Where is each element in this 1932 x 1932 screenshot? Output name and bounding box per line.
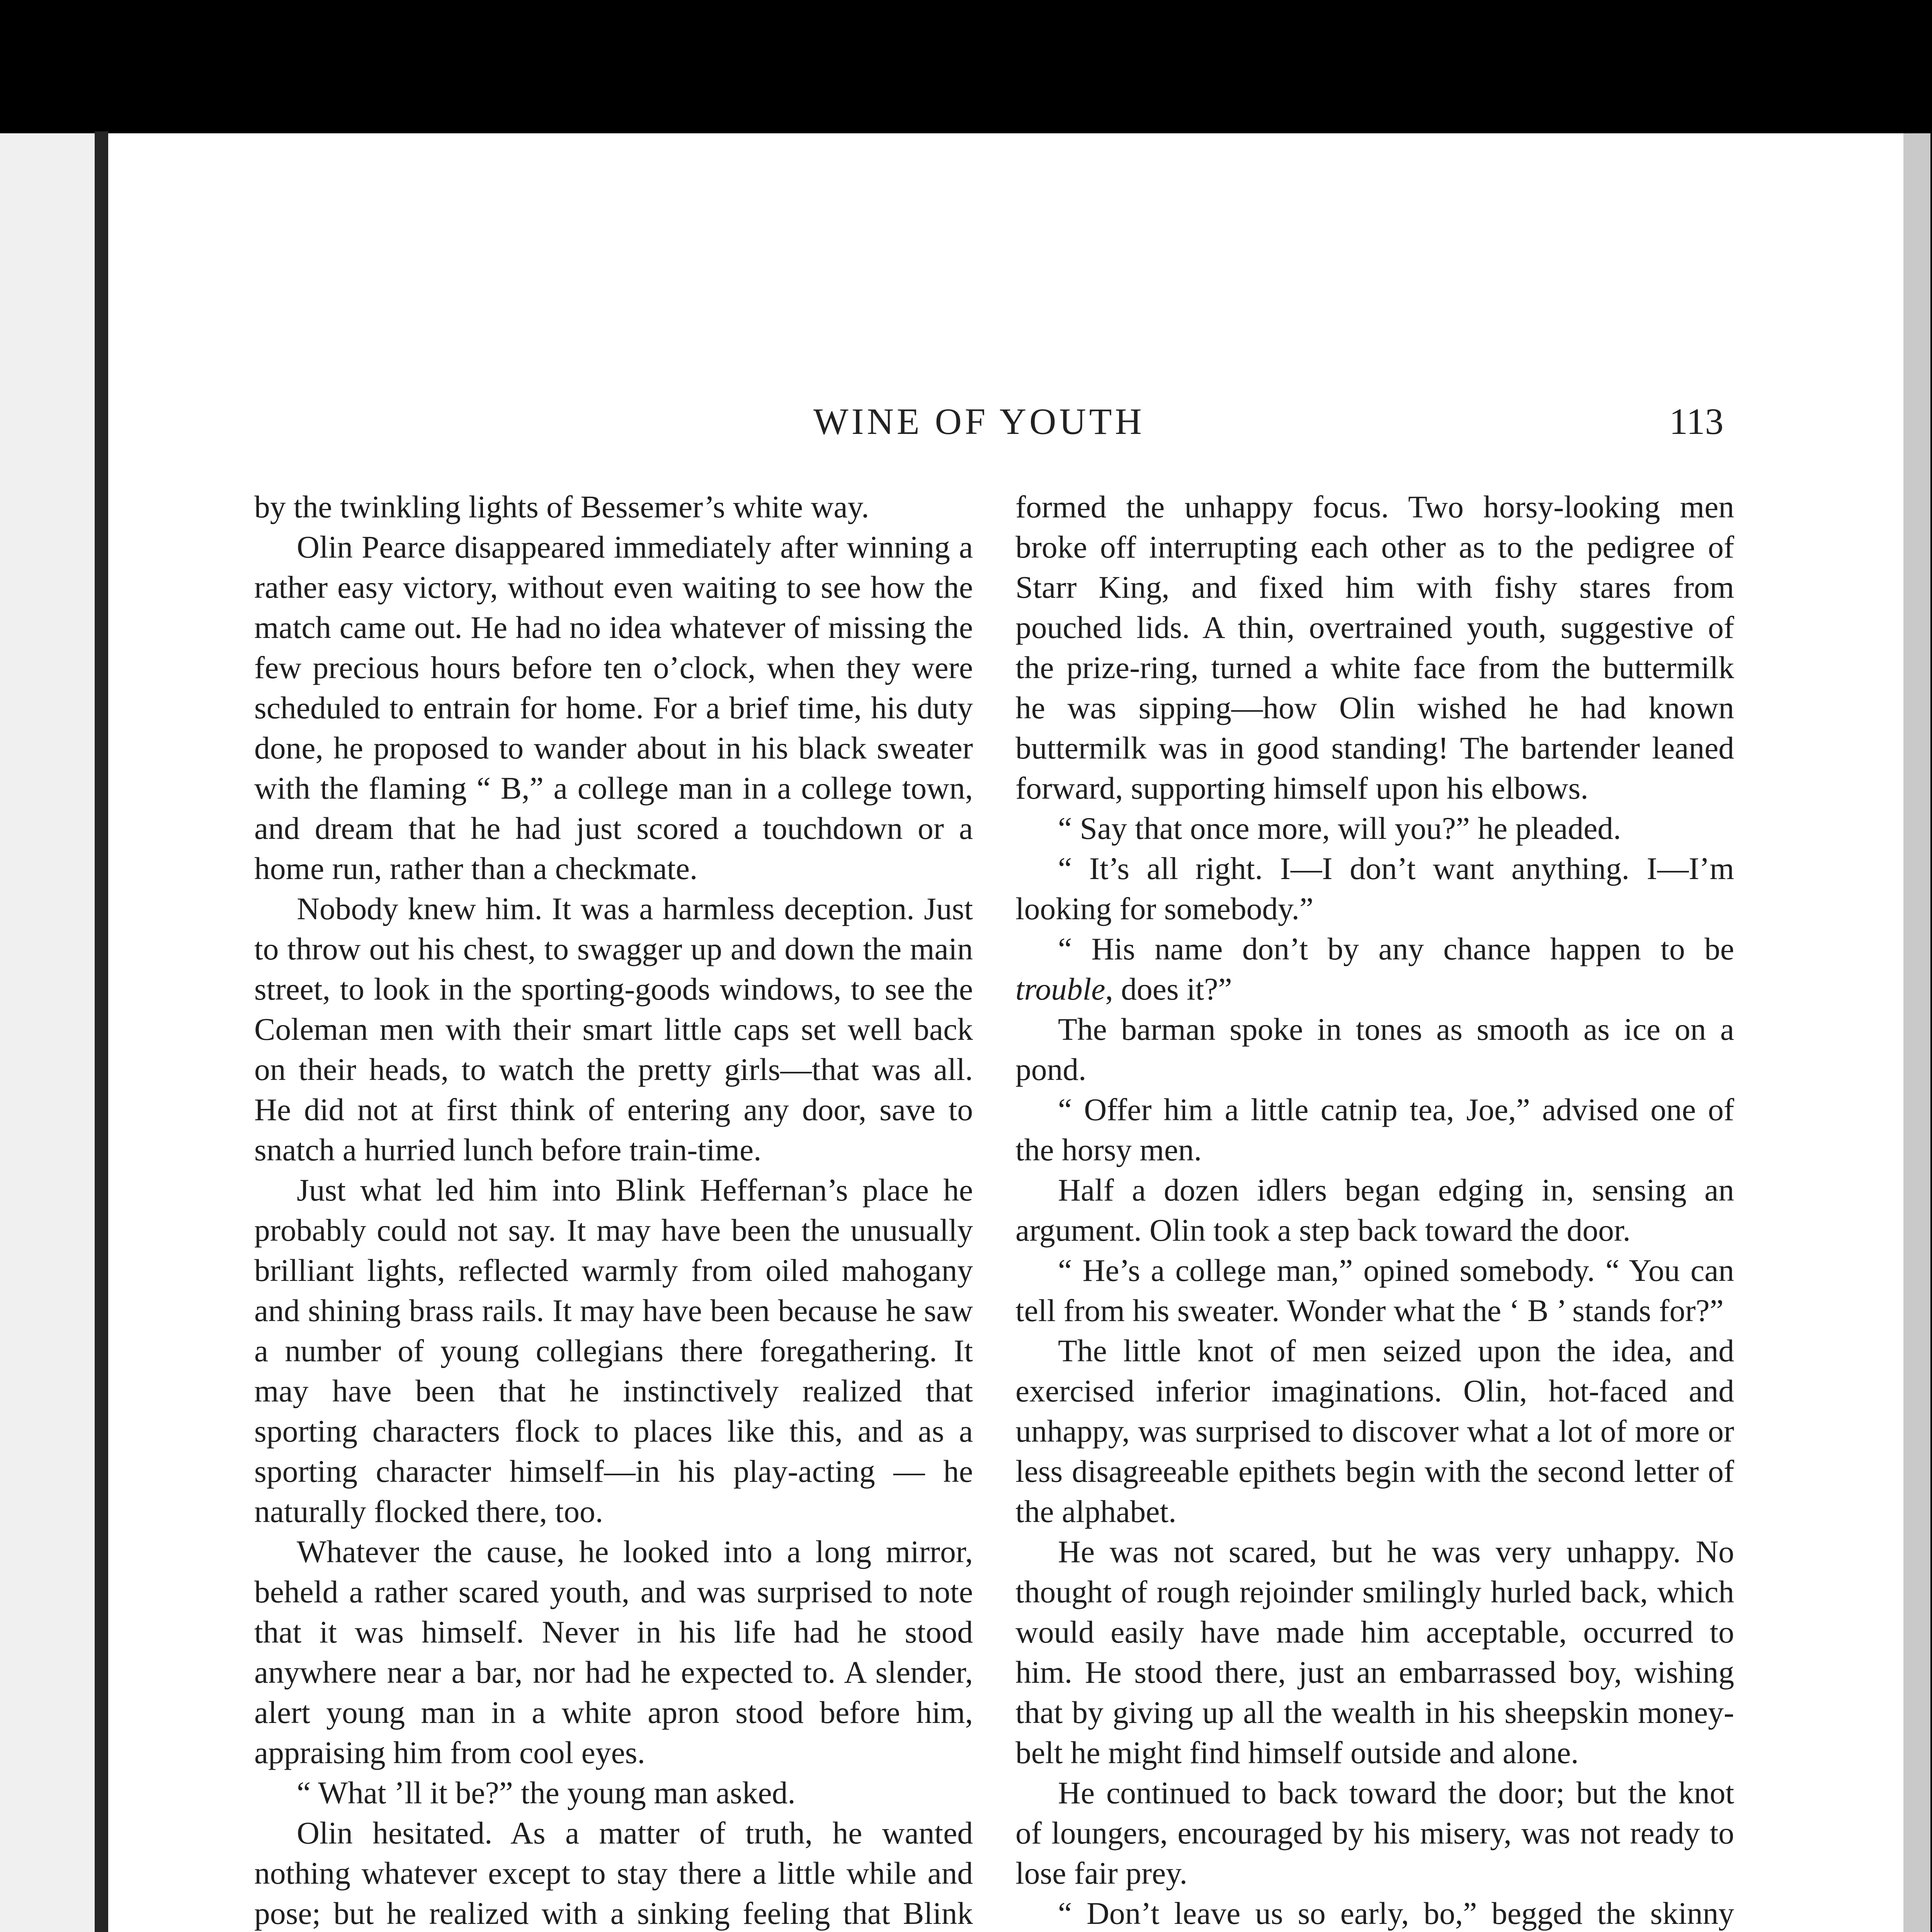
paragraph: Olin Pearce disappeared immediately after winning a rather easy victory, without even waiting to see how the match came out. He had no idea whatever of missing the few precious hours before ten o’clock, when they were scheduled to entrain for home. For a brief time, his duty done, he proposed to wander about in his black sweater with the flaming “ B,” a college man in a college town, and dream that he had just scored a touchdown or a home run, rather than a checkmate. xyxy=(254,529,973,886)
left-column xyxy=(254,487,973,1932)
right-column xyxy=(1015,487,1734,1932)
paragraph: The little knot of men seized upon the idea, and exercised inferior imaginations. Olin, hot-faced and unhappy, was surprised to discover what a lot of more or less disagreeable epithets begin with the second letter of the alphabet. xyxy=(1015,1333,1734,1529)
page-number: 113 xyxy=(1669,401,1724,442)
paragraph: “ It’s all right. I—I don’t want anything. I—I’m looking for somebody.” xyxy=(1015,851,1734,926)
paragraph: by the twinkling lights of Bessemer’s white way. xyxy=(254,489,869,524)
paragraph: Nobody knew him. It was a harmless deception. Just to throw out his chest, to swagger up and down the main street, to look in the sporting-goods windows, to see the Coleman men with their smart little caps set well back on their heads, to watch the pretty girls—that was all. He did not at first think of entering any door, save to snatch a hurried lunch before train-time. xyxy=(254,891,973,1167)
page-edge-right xyxy=(1903,133,1930,1932)
italic-word: trouble xyxy=(1015,971,1105,1007)
paragraph: formed the unhappy focus. Two horsy-looking men broke off interrupting each other as to the pedigree of Starr King, and fixed him with fishy stares from pouched lids. A thin, overtrained youth, suggestive of the prize-ring, turned a white face from the buttermilk he was sipping—how Olin wished he had known buttermilk was in good standing! The bartender leaned forward, supporting himself upon his elbows. xyxy=(1015,489,1734,806)
paragraph: Olin hesitated. As a matter of truth, he wanted nothing whatever except to stay there a little while and pose; but he realized with a sinking feeling that Blink xyxy=(254,1815,973,1931)
facing-page-edge xyxy=(0,133,95,1932)
page-header xyxy=(108,400,1903,446)
paragraph: “ What ’ll it be?” the young man asked. xyxy=(297,1775,796,1810)
paragraph: “ Don’t leave us so early, bo,” begged the skinny xyxy=(1058,1896,1734,1931)
running-title: WINE OF YOUTH xyxy=(813,401,1145,442)
paragraph: Just what led him into Blink Heffernan’s place he probably could not say. It may have been the unusually brilliant lights, reflected warmly from oiled mahogany and shining brass rails. It may have been because he saw a number of young collegians there foregathering. It may have been that he instinctively realized that sporting characters flock to places like this, and as a sporting character himself—in his play-acting — he naturally flocked there, too. xyxy=(254,1172,973,1529)
book-page xyxy=(108,133,1903,1932)
paragraph: He was not scared, but he was very unhappy. No thought of rough rejoinder smilingly hurled back, which would easily have made him acceptable, occurred to him. He stood there, just an embarrassed boy, wishing that by giving up all the wealth in his sheepskin money-belt he might find himself outside and alone. xyxy=(1015,1534,1734,1770)
paragraph: He continued to back toward the door; but the knot of loungers, encouraged by his misery, was not ready to lose fair prey. xyxy=(1015,1775,1734,1891)
paragraph: “ Say that once more, will you?” he pleaded. xyxy=(1058,811,1621,846)
paragraph: Whatever the cause, he looked into a long mirror, beheld a rather scared youth, and was surprised to note that it was himself. Never in his life had he stood anywhere near a bar, nor had he expected to. A slender, alert young man in a white apron stood before him, appraising him from cool eyes. xyxy=(254,1534,973,1770)
paragraph: The barman spoke in tones as smooth as ice on a pond. xyxy=(1015,1012,1734,1087)
paragraph: “ Offer him a little catnip tea, Joe,” advised one of the horsy men. xyxy=(1015,1092,1734,1167)
paragraph: Half a dozen idlers began edging in, sensing an argument. Olin took a step back toward the door. xyxy=(1015,1172,1734,1248)
paragraph: “ His name don’t by any chance happen to be trouble, does it?” xyxy=(1015,931,1734,1007)
paragraph: “ He’s a college man,” opined somebody. “ You can tell from his sweater. Wonder what the ‘ B ’ stands for?” xyxy=(1015,1253,1734,1328)
book-spine xyxy=(95,131,108,1932)
